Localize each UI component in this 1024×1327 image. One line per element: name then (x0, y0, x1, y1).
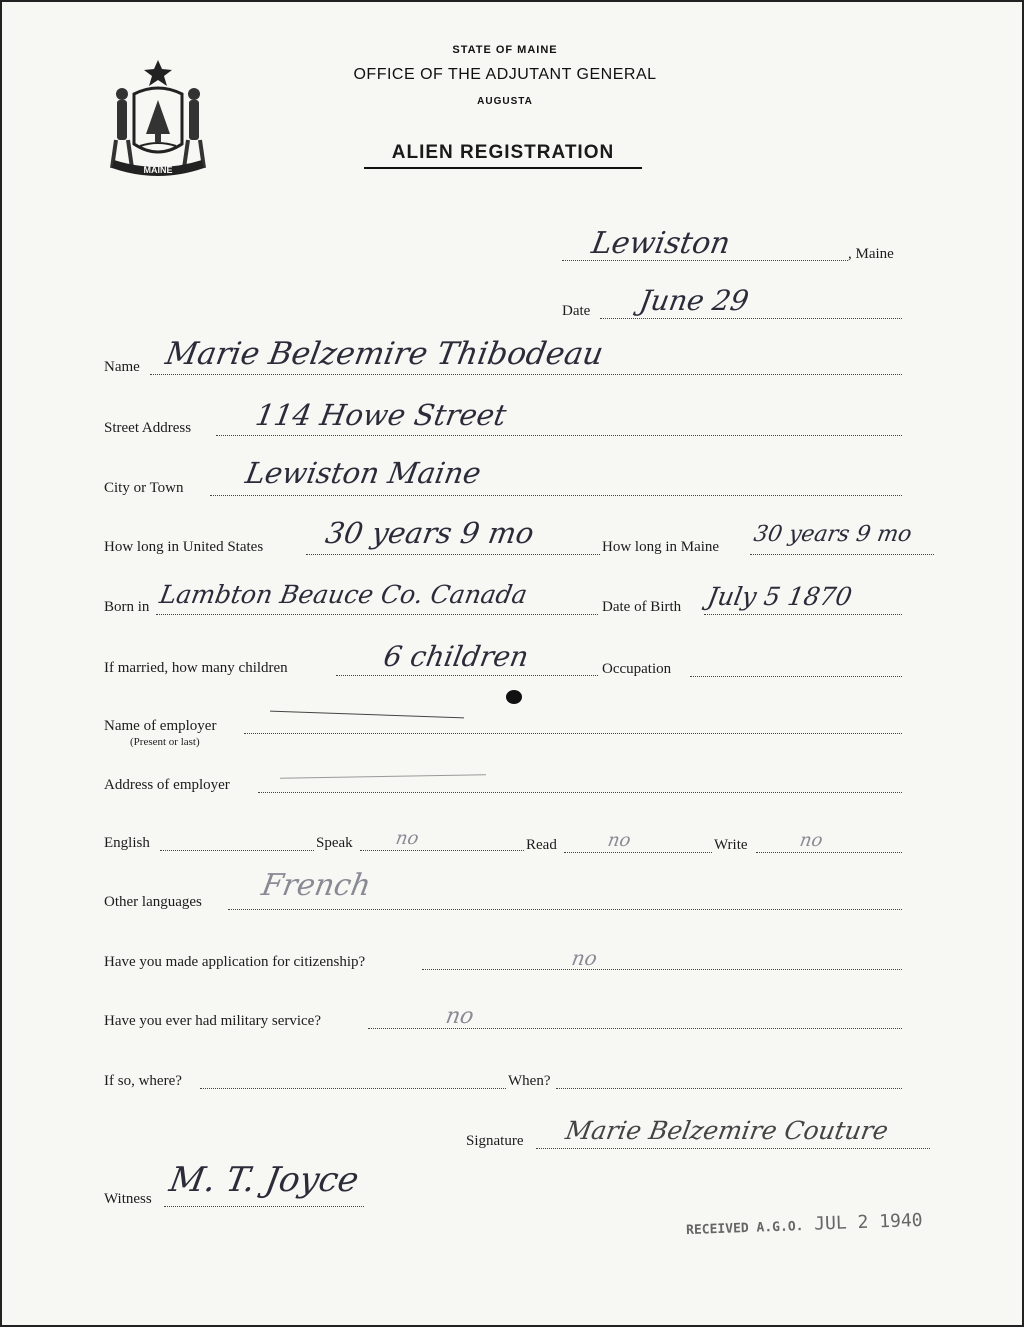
born-label: Born in (104, 599, 150, 615)
city-label: City or Town (104, 480, 184, 496)
write-line (756, 852, 902, 853)
city-line (210, 495, 902, 496)
city-value: Lewiston Maine (243, 456, 484, 490)
us-duration-value: 30 years 9 mo (323, 516, 537, 550)
employer-sublabel: (Present or last) (130, 736, 200, 748)
military-value: no (443, 1004, 476, 1029)
other-languages-value: French (258, 868, 374, 903)
street-label: Street Address (104, 420, 192, 436)
children-label: If married, how many children (104, 660, 288, 676)
write-label: Write (714, 837, 748, 853)
state-heading: STATE OF MAINE (452, 44, 558, 56)
witness-line (164, 1206, 364, 1207)
witness-value: M. T. Joyce (166, 1160, 362, 1200)
date-line (600, 318, 902, 319)
children-line (336, 675, 598, 676)
stamp-prefix: RECEIVED A.G.O. (685, 1219, 804, 1239)
english-line (160, 850, 314, 851)
military-label: Have you ever had military service? (104, 1013, 321, 1029)
when-line (556, 1088, 902, 1089)
signature-label: Signature (466, 1133, 524, 1149)
maine-duration-line (750, 554, 934, 555)
received-stamp (686, 1210, 923, 1239)
children-value: 6 children (381, 640, 532, 673)
us-duration-label: How long in United States (104, 539, 264, 555)
seal-ribbon-text: MAINE (143, 165, 173, 175)
where-line (200, 1088, 506, 1089)
name-line (150, 374, 902, 375)
signature-value: Marie Belzemire Couture (563, 1116, 891, 1145)
employer-address-label: Address of employer (104, 777, 230, 793)
date-value: June 29 (637, 284, 752, 317)
other-languages-line (228, 909, 902, 910)
stamp-date: JUL 2 (813, 1211, 869, 1235)
date-label: Date (562, 303, 591, 319)
dob-line (704, 614, 902, 615)
stamp-year: 1940 (878, 1209, 923, 1233)
employer-address-dash-mark (280, 774, 486, 779)
where-label: If so, where? (104, 1073, 182, 1089)
employer-line (244, 733, 902, 734)
speak-line (360, 850, 524, 851)
other-languages-label: Other languages (104, 894, 202, 910)
street-value: 114 Howe Street (253, 398, 509, 432)
when-label: When? (508, 1073, 551, 1089)
name-label: Name (104, 359, 140, 375)
place-suffix-label: , Maine (848, 246, 894, 262)
signature-line (536, 1148, 930, 1149)
maine-duration-value: 30 years 9 mo (751, 522, 914, 547)
us-duration-line (306, 554, 600, 555)
form-title: ALIEN REGISTRATION (364, 142, 642, 169)
citizenship-label: Have you made application for citizenship? (104, 954, 366, 970)
read-value: no (606, 830, 633, 851)
occupation-label: Occupation (602, 661, 672, 677)
witness-label: Witness (104, 1191, 152, 1207)
office-heading: OFFICE OF THE ADJUTANT GENERAL (353, 66, 657, 83)
maine-duration-label: How long in Maine (602, 539, 720, 555)
employer-address-line (258, 792, 902, 793)
employer-dash-mark (270, 711, 464, 719)
born-value: Lambton Beauce Co. Canada (157, 580, 530, 609)
city-heading: AUGUSTA (477, 96, 533, 107)
dob-value: July 5 1870 (705, 582, 855, 611)
occupation-line (690, 676, 902, 677)
speak-value: no (394, 828, 421, 849)
place-value: Lewiston (588, 226, 733, 261)
employer-label: Name of employer (104, 718, 217, 734)
citizenship-line (422, 969, 902, 970)
speak-label: Speak (316, 835, 353, 851)
write-value: no (798, 830, 825, 851)
born-line (156, 614, 598, 615)
street-line (216, 435, 902, 436)
name-value: Marie Belzemire Thibodeau (162, 336, 607, 372)
read-line (564, 852, 712, 853)
ink-blot (506, 690, 522, 704)
dob-label: Date of Birth (602, 599, 682, 615)
read-label: Read (526, 837, 557, 853)
citizenship-value: no (569, 946, 600, 970)
english-label: English (104, 835, 150, 851)
